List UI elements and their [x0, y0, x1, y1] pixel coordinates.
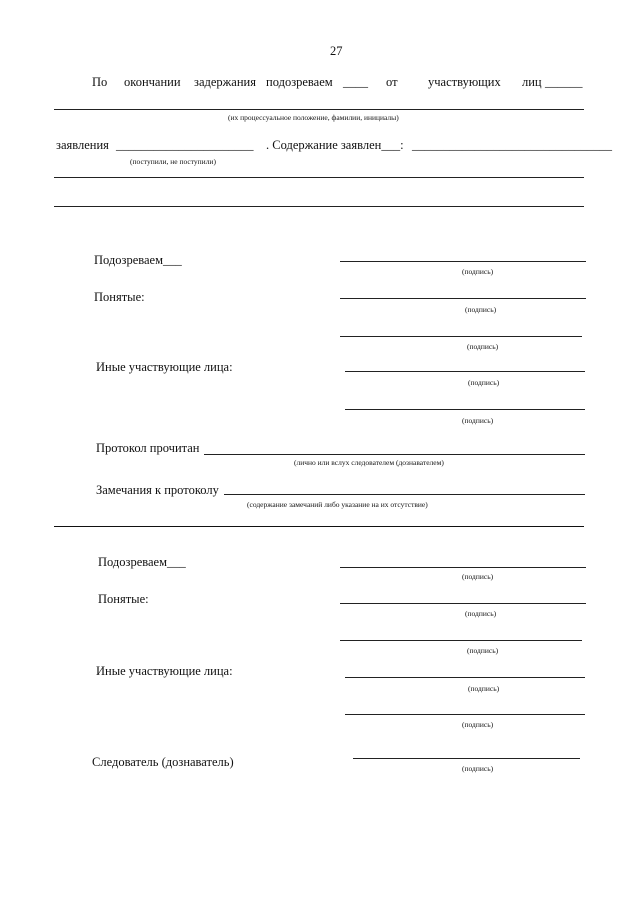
suspect-label-a: Подозреваем___	[94, 253, 182, 267]
investigator-sign-line	[353, 758, 580, 759]
word-uchastvuyushchih: участвующих	[428, 75, 501, 89]
sign-caption-a3: (подпись)	[467, 342, 499, 351]
protocol-read-line	[204, 454, 585, 455]
investigator-label: Следователь (дознаватель)	[92, 755, 234, 769]
blank-lits: ______	[545, 75, 583, 89]
sign-caption-b4: (подпись)	[468, 684, 500, 693]
sign-caption-a4: (подпись)	[468, 378, 500, 387]
persons-line	[54, 109, 584, 110]
statement-line-1	[54, 177, 584, 178]
sign-caption-b6: (подпись)	[462, 764, 494, 773]
caption-persons: (их процессуальное положение, фамилии, инициалы)	[228, 113, 399, 122]
sign-caption-b1: (подпись)	[462, 572, 494, 581]
caption-received: (поступили, не поступили)	[130, 157, 216, 166]
others-sign-line-a2	[345, 409, 585, 410]
others-label-b: Иные участвующие лица:	[96, 664, 233, 678]
word-ot: от	[386, 75, 398, 89]
suspect-label-b: Подозреваем___	[98, 555, 186, 569]
word-zaderzhaniya: задержания	[194, 75, 256, 89]
others-sign-line-b2	[345, 714, 585, 715]
statement-tail: ________________________________	[412, 138, 612, 152]
section-divider	[54, 526, 584, 527]
statement-blank: ______________________	[116, 138, 254, 152]
sign-caption-a1: (подпись)	[462, 267, 494, 276]
sign-caption-a2: (подпись)	[465, 305, 497, 314]
statement-line-2	[54, 206, 584, 207]
witness-sign-line-a2	[340, 336, 582, 337]
blank-ending: ____	[343, 75, 368, 89]
witnesses-label-b: Понятые:	[98, 592, 149, 606]
word-okonchanii: окончании	[124, 75, 181, 89]
witnesses-label-a: Понятые:	[94, 290, 145, 304]
statement-content-label: . Содержание заявлен___:	[266, 138, 404, 152]
witness-sign-line-a1	[340, 298, 586, 299]
suspect-sign-line-a	[340, 261, 586, 262]
sign-caption-b5: (подпись)	[462, 720, 494, 729]
others-sign-line-b1	[345, 677, 585, 678]
word-po: По	[92, 75, 108, 89]
sign-caption-b2: (подпись)	[465, 609, 497, 618]
remarks-caption: (содержание замечаний либо указание на их отсутствие)	[247, 500, 428, 509]
sign-caption-b3: (подпись)	[467, 646, 499, 655]
witness-sign-line-b2	[340, 640, 582, 641]
page-number: 27	[330, 44, 343, 58]
others-sign-line-a1	[345, 371, 585, 372]
others-label-a: Иные участвующие лица:	[96, 360, 233, 374]
protocol-read-label: Протокол прочитан	[96, 441, 200, 455]
witness-sign-line-b1	[340, 603, 586, 604]
remarks-line	[224, 494, 585, 495]
remarks-label: Замечания к протоколу	[96, 483, 219, 497]
word-podozrevaem: подозреваем	[266, 75, 333, 89]
word-lits: лиц	[522, 75, 542, 89]
sign-caption-a5: (подпись)	[462, 416, 494, 425]
statement-label: заявления	[56, 138, 109, 152]
suspect-sign-line-b	[340, 567, 586, 568]
protocol-read-caption: (лично или вслух следователем (дознавателем)	[294, 458, 444, 467]
